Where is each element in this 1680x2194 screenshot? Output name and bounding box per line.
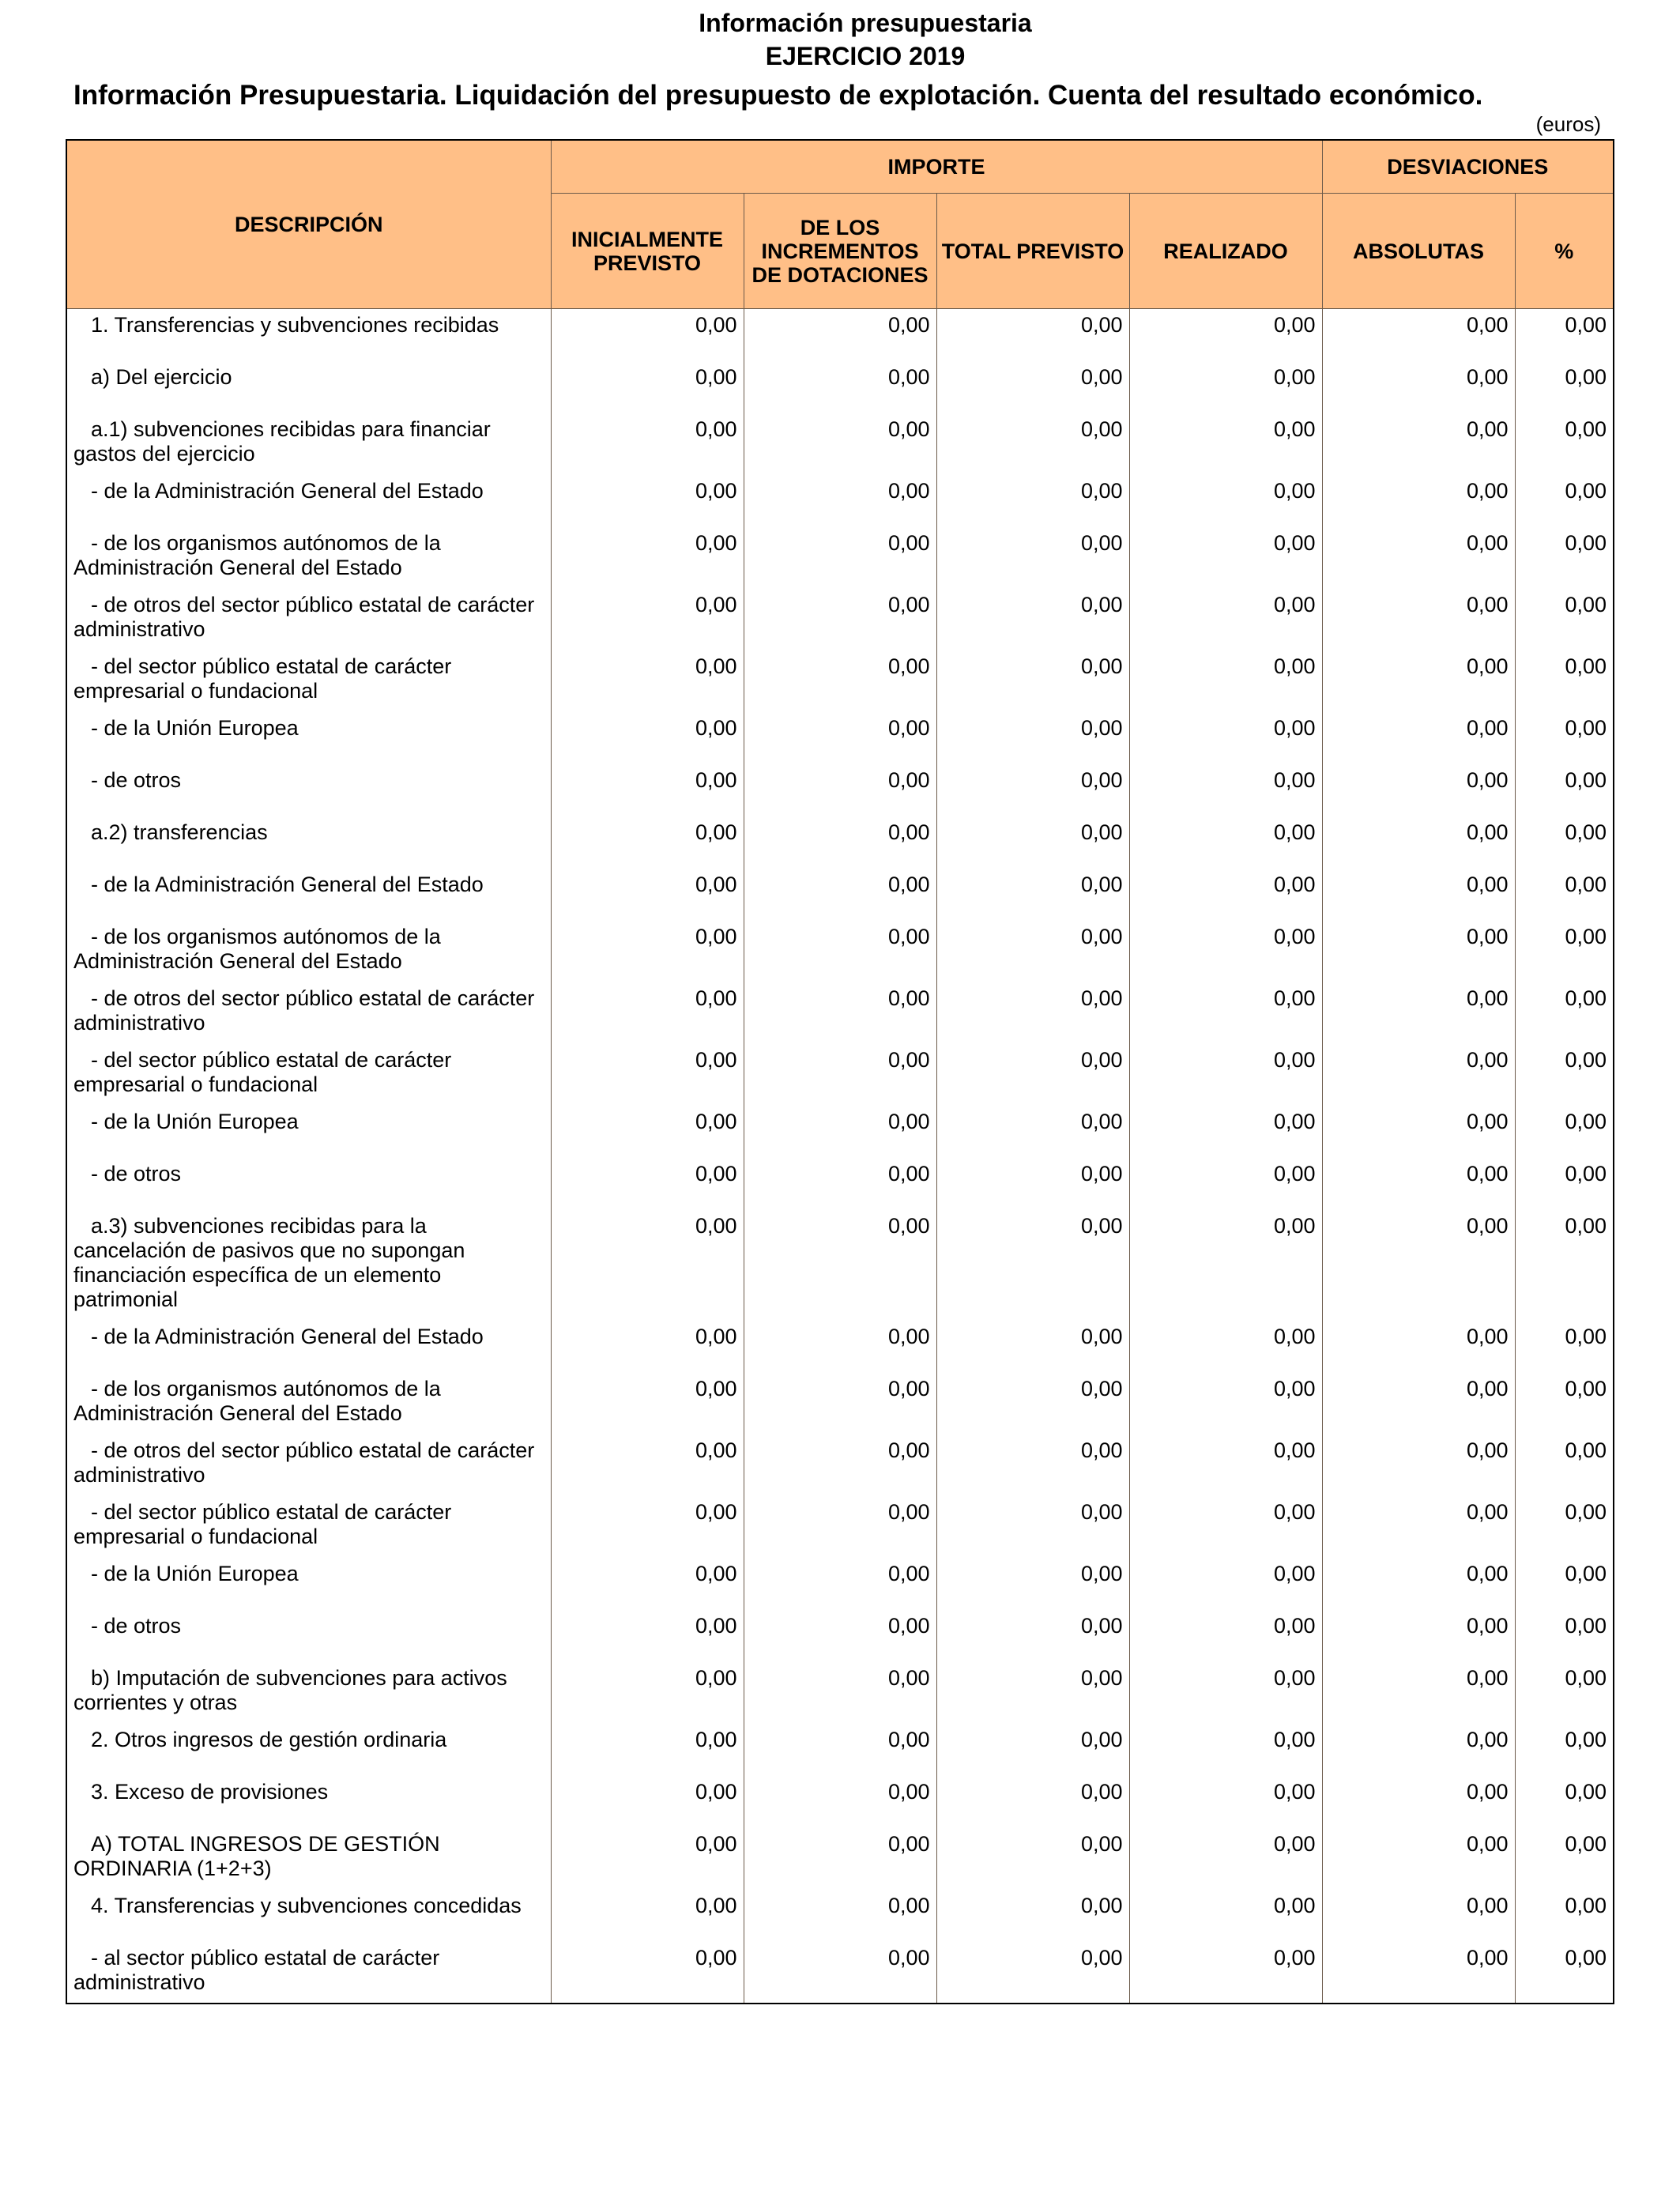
row-description-text: - de los organismos autónomos de la Administración General del Estado: [73, 924, 441, 973]
col-header-porcentaje: %: [1515, 194, 1614, 309]
row-value: 0,00: [1129, 982, 1322, 1044]
row-description-text: - de otros: [91, 1161, 182, 1186]
row-description-text: - del sector público estatal de carácter empresarial o fundacional: [73, 1499, 452, 1548]
row-value: 0,00: [1515, 764, 1614, 816]
row-value: 0,00: [744, 1434, 936, 1496]
row-value: 0,00: [936, 1724, 1129, 1776]
row-value: 0,00: [551, 1610, 744, 1662]
row-value: 0,00: [1515, 1210, 1614, 1321]
row-value: 0,00: [744, 1106, 936, 1158]
row-value: 0,00: [936, 712, 1129, 764]
row-value: 0,00: [551, 413, 744, 475]
row-description: [66, 1321, 551, 1373]
row-description-text: a.1) subvenciones recibidas para financiar gastos del ejercicio: [73, 417, 491, 466]
row-value: 0,00: [936, 1496, 1129, 1558]
row-value: 0,00: [1129, 1321, 1322, 1373]
row-value: 0,00: [936, 527, 1129, 589]
table-row: [66, 764, 1614, 816]
row-value: 0,00: [744, 1890, 936, 1942]
table-row: [66, 1776, 1614, 1828]
row-value: 0,00: [1129, 1890, 1322, 1942]
row-value: 0,00: [551, 1828, 744, 1890]
row-description-text: - de otros del sector público estatal de carácter administrativo: [73, 592, 535, 641]
row-value: 0,00: [1322, 764, 1515, 816]
row-value: 0,00: [936, 982, 1129, 1044]
table-row: [66, 1828, 1614, 1890]
row-description-text: a.2) transferencias: [91, 820, 268, 844]
row-description: [66, 1044, 551, 1106]
row-value: 0,00: [1515, 589, 1614, 650]
row-value: 0,00: [744, 921, 936, 982]
row-value: 0,00: [1129, 1828, 1322, 1890]
row-description: [66, 1776, 551, 1828]
row-value: 0,00: [551, 921, 744, 982]
row-description-text: a) Del ejercicio: [91, 364, 232, 389]
row-value: 0,00: [1322, 1373, 1515, 1434]
row-value: 0,00: [744, 1321, 936, 1373]
row-description: [66, 1106, 551, 1158]
table-row: [66, 1106, 1614, 1158]
row-value: 0,00: [1129, 1776, 1322, 1828]
row-description-text: - del sector público estatal de carácter empresarial o fundacional: [73, 654, 452, 703]
table-row: [66, 1496, 1614, 1558]
row-description: [66, 361, 551, 413]
row-value: 0,00: [744, 361, 936, 413]
row-value: 0,00: [1322, 475, 1515, 527]
table-row: [66, 982, 1614, 1044]
row-value: 0,00: [551, 1942, 744, 2004]
table-row: [66, 816, 1614, 869]
document-title: Información presupuestaria: [699, 9, 1032, 37]
row-value: 0,00: [744, 589, 936, 650]
row-value: 0,00: [744, 413, 936, 475]
row-value: 0,00: [1129, 1044, 1322, 1106]
row-value: 0,00: [1515, 712, 1614, 764]
row-description: [66, 1210, 551, 1321]
row-value: 0,00: [1515, 1610, 1614, 1662]
row-value: 0,00: [1515, 1496, 1614, 1558]
row-value: 0,00: [936, 1942, 1129, 2004]
row-value: 0,00: [1515, 1434, 1614, 1496]
row-value: 0,00: [1515, 650, 1614, 712]
row-value: 0,00: [1129, 1610, 1322, 1662]
row-description-text: - de la Unión Europea: [91, 1109, 299, 1133]
row-value: 0,00: [1129, 1558, 1322, 1610]
row-value: 0,00: [1129, 1106, 1322, 1158]
row-description-text: 4. Transferencias y subvenciones concedidas: [91, 1893, 522, 1917]
row-value: 0,00: [1515, 475, 1614, 527]
row-value: 0,00: [1322, 650, 1515, 712]
col-header-realizado: REALIZADO: [1129, 194, 1322, 309]
row-value: 0,00: [744, 1158, 936, 1210]
row-description-text: - de otros del sector público estatal de carácter administrativo: [73, 1438, 535, 1487]
row-value: 0,00: [1322, 1558, 1515, 1610]
row-value: 0,00: [1515, 921, 1614, 982]
row-value: 0,00: [936, 764, 1129, 816]
row-value: 0,00: [551, 589, 744, 650]
row-value: 0,00: [1129, 1373, 1322, 1434]
row-value: 0,00: [1322, 589, 1515, 650]
report-subtitle: Información Presupuestaria. Liquidación del presupuesto de explotación. Cuenta del resultado económico.: [73, 80, 1483, 111]
table-row: [66, 413, 1614, 475]
row-value: 0,00: [1322, 1942, 1515, 2004]
row-value: 0,00: [551, 1210, 744, 1321]
row-value: 0,00: [1322, 982, 1515, 1044]
col-header-absolutas: ABSOLUTAS: [1322, 194, 1515, 309]
row-value: 0,00: [1129, 921, 1322, 982]
table-row: [66, 1373, 1614, 1434]
row-description-text: 2. Otros ingresos de gestión ordinaria: [91, 1727, 447, 1751]
row-description-text: 3. Exceso de provisiones: [91, 1779, 329, 1804]
table-row: [66, 1158, 1614, 1210]
table-row: [66, 1558, 1614, 1610]
row-value: 0,00: [1322, 1496, 1515, 1558]
col-header-total-previsto: TOTAL PREVISTO: [936, 194, 1129, 309]
row-value: 0,00: [1129, 475, 1322, 527]
row-value: 0,00: [1515, 309, 1614, 361]
row-value: 0,00: [1515, 1158, 1614, 1210]
row-description-text: 1. Transferencias y subvenciones recibidas: [91, 313, 499, 337]
row-description-text: - de otros: [91, 767, 182, 792]
table-row: [66, 1724, 1614, 1776]
row-description: [66, 413, 551, 475]
row-value: 0,00: [1322, 1158, 1515, 1210]
row-value: 0,00: [744, 1373, 936, 1434]
row-value: 0,00: [551, 1044, 744, 1106]
row-value: 0,00: [936, 1890, 1129, 1942]
row-value: 0,00: [1515, 527, 1614, 589]
row-description: [66, 764, 551, 816]
row-value: 0,00: [551, 1662, 744, 1724]
row-value: 0,00: [1129, 869, 1322, 921]
row-value: 0,00: [936, 413, 1129, 475]
table-row: [66, 1610, 1614, 1662]
row-value: 0,00: [1322, 1724, 1515, 1776]
table-row: [66, 712, 1614, 764]
row-value: 0,00: [551, 982, 744, 1044]
row-value: 0,00: [936, 1776, 1129, 1828]
currency-unit: (euros): [1535, 112, 1601, 136]
row-value: 0,00: [551, 1776, 744, 1828]
table-row: [66, 921, 1614, 982]
row-value: 0,00: [1515, 1942, 1614, 2004]
row-value: 0,00: [744, 1210, 936, 1321]
row-value: 0,00: [1322, 712, 1515, 764]
table-body: [66, 309, 1614, 2004]
table-row: [66, 1434, 1614, 1496]
row-value: 0,00: [744, 527, 936, 589]
row-description-text: - de los organismos autónomos de la Administración General del Estado: [73, 530, 441, 579]
row-description-text: A) TOTAL INGRESOS DE GESTIÓN ORDINARIA (1+2+3): [73, 1831, 440, 1880]
row-value: 0,00: [744, 1558, 936, 1610]
row-value: 0,00: [551, 1496, 744, 1558]
row-value: 0,00: [551, 475, 744, 527]
row-value: 0,00: [936, 1558, 1129, 1610]
col-header-incrementos: DE LOS INCREMENTOS DE DOTACIONES: [744, 194, 936, 309]
row-description-text: - de la Unión Europea: [91, 715, 299, 740]
table-row: [66, 1890, 1614, 1942]
row-value: 0,00: [936, 1158, 1129, 1210]
row-value: 0,00: [1515, 1890, 1614, 1942]
fiscal-year: EJERCICIO 2019: [765, 42, 966, 70]
row-value: 0,00: [936, 589, 1129, 650]
row-description-text: - de la Administración General del Estado: [91, 478, 484, 503]
row-value: 0,00: [1515, 1662, 1614, 1724]
row-value: 0,00: [936, 1210, 1129, 1321]
row-value: 0,00: [1129, 1942, 1322, 2004]
row-description-text: - al sector público estatal de carácter administrativo: [73, 1945, 440, 1994]
row-description: [66, 527, 551, 589]
row-value: 0,00: [1515, 1828, 1614, 1890]
row-description-text: - de la Administración General del Estado: [91, 872, 484, 896]
table-row: [66, 869, 1614, 921]
row-value: 0,00: [744, 1496, 936, 1558]
row-value: 0,00: [551, 527, 744, 589]
row-value: 0,00: [551, 309, 744, 361]
row-description: [66, 816, 551, 869]
table-row: [66, 475, 1614, 527]
row-description: [66, 982, 551, 1044]
row-value: 0,00: [744, 1610, 936, 1662]
row-value: 0,00: [936, 1373, 1129, 1434]
row-value: 0,00: [1515, 1044, 1614, 1106]
row-value: 0,00: [936, 1828, 1129, 1890]
row-description-text: - de otros: [91, 1613, 182, 1638]
row-value: 0,00: [744, 1942, 936, 2004]
row-value: 0,00: [551, 712, 744, 764]
col-header-inicialmente-previsto: INICIALMENTE PREVISTO: [551, 194, 744, 309]
row-value: 0,00: [1129, 816, 1322, 869]
row-description-text: - de los organismos autónomos de la Administración General del Estado: [73, 1376, 441, 1425]
row-value: 0,00: [1129, 527, 1322, 589]
row-value: 0,00: [1129, 589, 1322, 650]
row-value: 0,00: [1515, 1321, 1614, 1373]
row-value: 0,00: [1322, 413, 1515, 475]
row-value: 0,00: [551, 1724, 744, 1776]
group-header-importe: IMPORTE: [551, 140, 1322, 194]
row-value: 0,00: [1322, 1210, 1515, 1321]
row-value: 0,00: [1515, 816, 1614, 869]
row-value: 0,00: [936, 1610, 1129, 1662]
row-value: 0,00: [936, 1662, 1129, 1724]
row-value: 0,00: [1322, 1776, 1515, 1828]
row-value: 0,00: [744, 1828, 936, 1890]
row-description-text: b) Imputación de subvenciones para activos corrientes y otras: [73, 1665, 507, 1714]
row-description: [66, 1434, 551, 1496]
row-description-text: - de otros del sector público estatal de carácter administrativo: [73, 986, 535, 1035]
row-value: 0,00: [1322, 1106, 1515, 1158]
row-value: 0,00: [1322, 1434, 1515, 1496]
row-description: [66, 1496, 551, 1558]
row-value: 0,00: [1322, 527, 1515, 589]
row-value: 0,00: [936, 650, 1129, 712]
row-value: 0,00: [936, 869, 1129, 921]
row-value: 0,00: [1129, 1496, 1322, 1558]
row-value: 0,00: [1515, 1724, 1614, 1776]
row-description: [66, 1942, 551, 2004]
row-description: [66, 1158, 551, 1210]
row-value: 0,00: [1129, 1210, 1322, 1321]
row-value: 0,00: [551, 1890, 744, 1942]
row-value: 0,00: [551, 361, 744, 413]
row-description: [66, 1724, 551, 1776]
table-row: [66, 527, 1614, 589]
row-value: 0,00: [936, 1106, 1129, 1158]
row-value: 0,00: [1129, 1724, 1322, 1776]
row-description: [66, 650, 551, 712]
table-row: [66, 650, 1614, 712]
row-value: 0,00: [744, 764, 936, 816]
row-description: [66, 1828, 551, 1890]
row-value: 0,00: [1129, 1434, 1322, 1496]
row-value: 0,00: [744, 982, 936, 1044]
budget-table: [66, 139, 1614, 2004]
row-value: 0,00: [1515, 869, 1614, 921]
row-value: 0,00: [744, 1662, 936, 1724]
table-row: [66, 309, 1614, 361]
row-description: [66, 309, 551, 361]
row-value: 0,00: [936, 816, 1129, 869]
row-description: [66, 869, 551, 921]
row-value: 0,00: [551, 1321, 744, 1373]
row-value: 0,00: [551, 1434, 744, 1496]
row-description-text: - del sector público estatal de carácter empresarial o fundacional: [73, 1047, 452, 1096]
row-value: 0,00: [1129, 712, 1322, 764]
row-description: [66, 1610, 551, 1662]
row-value: 0,00: [551, 1373, 744, 1434]
table-row: [66, 589, 1614, 650]
table-row: [66, 1662, 1614, 1724]
group-header-desviaciones: DESVIACIONES: [1322, 140, 1614, 194]
table-row: [66, 1210, 1614, 1321]
row-value: 0,00: [1129, 309, 1322, 361]
row-value: 0,00: [1515, 982, 1614, 1044]
row-description-text: - de la Administración General del Estado: [91, 1324, 484, 1348]
row-description-text: a.3) subvenciones recibidas para la cancelación de pasivos que no supongan financiación específica de un elemento patrimonial: [73, 1213, 465, 1311]
row-value: 0,00: [1129, 361, 1322, 413]
row-description-text: - de la Unión Europea: [91, 1561, 299, 1585]
row-value: 0,00: [551, 1158, 744, 1210]
row-value: 0,00: [1322, 361, 1515, 413]
row-value: 0,00: [1129, 1158, 1322, 1210]
row-value: 0,00: [744, 1724, 936, 1776]
row-description: [66, 1373, 551, 1434]
row-description: [66, 921, 551, 982]
row-value: 0,00: [551, 869, 744, 921]
row-value: 0,00: [1322, 1890, 1515, 1942]
table-row: [66, 1321, 1614, 1373]
row-value: 0,00: [1129, 650, 1322, 712]
row-value: 0,00: [936, 1044, 1129, 1106]
row-value: 0,00: [551, 764, 744, 816]
row-value: 0,00: [936, 361, 1129, 413]
row-value: 0,00: [1322, 1044, 1515, 1106]
row-value: 0,00: [1322, 869, 1515, 921]
row-description: [66, 1890, 551, 1942]
row-value: 0,00: [936, 1434, 1129, 1496]
row-value: 0,00: [936, 1321, 1129, 1373]
row-value: 0,00: [744, 816, 936, 869]
row-value: 0,00: [1515, 1106, 1614, 1158]
row-value: 0,00: [1515, 1776, 1614, 1828]
row-value: 0,00: [744, 650, 936, 712]
row-value: 0,00: [1322, 1610, 1515, 1662]
row-description: [66, 589, 551, 650]
table-row: [66, 361, 1614, 413]
row-value: 0,00: [551, 816, 744, 869]
row-value: 0,00: [744, 309, 936, 361]
row-value: 0,00: [744, 1044, 936, 1106]
row-value: 0,00: [1322, 1828, 1515, 1890]
row-value: 0,00: [1515, 361, 1614, 413]
table-row: [66, 1044, 1614, 1106]
row-description: [66, 712, 551, 764]
row-value: 0,00: [1322, 921, 1515, 982]
row-value: 0,00: [936, 309, 1129, 361]
row-value: 0,00: [1129, 413, 1322, 475]
row-value: 0,00: [744, 712, 936, 764]
row-value: 0,00: [1322, 816, 1515, 869]
row-value: 0,00: [551, 650, 744, 712]
col-header-descripcion: DESCRIPCIÓN: [66, 140, 551, 309]
row-value: 0,00: [1322, 1662, 1515, 1724]
row-description: [66, 1662, 551, 1724]
row-value: 0,00: [744, 869, 936, 921]
table-row: [66, 1942, 1614, 2004]
row-value: 0,00: [744, 1776, 936, 1828]
row-description: [66, 475, 551, 527]
row-value: 0,00: [1322, 1321, 1515, 1373]
row-value: 0,00: [1515, 1373, 1614, 1434]
row-value: 0,00: [744, 475, 936, 527]
row-value: 0,00: [1129, 764, 1322, 816]
row-value: 0,00: [1322, 309, 1515, 361]
row-value: 0,00: [551, 1558, 744, 1610]
row-value: 0,00: [1515, 413, 1614, 475]
row-value: 0,00: [936, 921, 1129, 982]
row-value: 0,00: [1129, 1662, 1322, 1724]
row-value: 0,00: [936, 475, 1129, 527]
row-description: [66, 1558, 551, 1610]
row-value: 0,00: [551, 1106, 744, 1158]
row-value: 0,00: [1515, 1558, 1614, 1610]
